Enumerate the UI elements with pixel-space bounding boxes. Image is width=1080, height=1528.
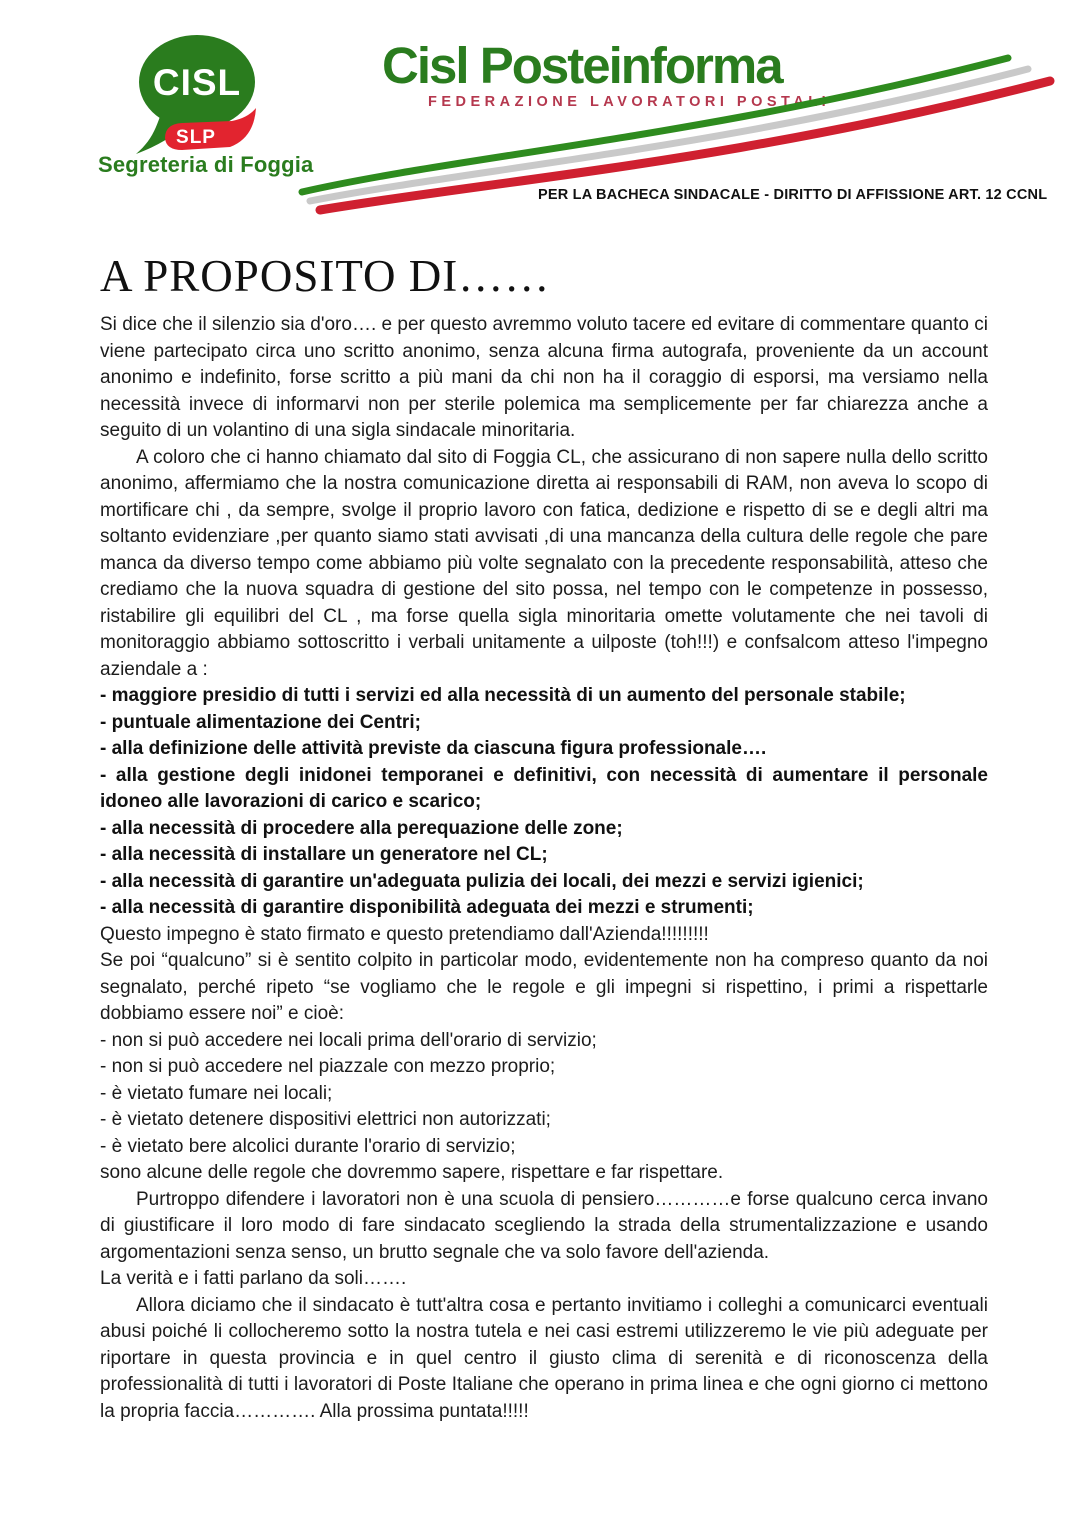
svg-text:CISL: CISL <box>152 62 242 103</box>
rule-item: - è vietato fumare nei locali; <box>100 1082 333 1104</box>
brand-title: Cisl Posteinforma <box>382 37 782 94</box>
letterhead <box>0 0 1080 240</box>
paragraph-sono-alcune: sono alcune delle regole che dovremmo sapere, rispettare e far rispettare. <box>100 1162 724 1183</box>
paragraph-impegno-firmato: Questo impegno è stato firmato e questo pretendiamo dall'Azienda!!!!!!!!! <box>100 923 709 945</box>
svg-text:SLP: SLP <box>176 127 216 148</box>
commitment-item: - puntuale alimentazione dei Centri; <box>100 711 421 733</box>
commitment-item: - alla necessità di garantire disponibilità adeguata dei mezzi e strumenti; <box>100 897 754 918</box>
paragraph-allora: Allora diciamo che il sindacato è tutt'altra cosa e pertanto invitiamo i colleghi a comunicarci eventuali abusi poiché li collocheremo sotto la nostra tutela e nei casi estremi utilizzeremo le vie più adeguate per riportare in questa provincia e in quel centro il giusto clima di serenità e di riconoscenza della professionalità di tutti i lavoratori di Poste Italiane che operano in prima linea e che ogni giorno ci mettono la propria faccia…………. Alla prossima puntata!!!!! <box>100 1294 988 1422</box>
paragraph-a-coloro: A coloro che ci hanno chiamato dal sito di Foggia CL, che assicurano di non sapere nulla dello scritto anonimo, affermiamo che la nostra comunicazione diretta ai responsabili di RAM, non aveva lo scopo di mortificare chi , da sempre, svolge il proprio lavoro con fatica, dedizione e rispetto di se e degli altri ma soltanto evidenziare ,per quanto siamo stati avvisati ,di una mancanza della cultura delle regole che pare manca da diverso tempo come abbiamo più volte segnalato con la precedente responsabilità, atteso che crediamo che la nuova squadra di gestione del sito possa, nel tempo con le competenze in possesso, ristabilire gli equilibri del CL , ma forse quella sigla minoritaria omette volutamente che nei tavoli di monitoraggio abbiamo sottoscritto i verbali unitamente a uilposte (toh!!!) e confsalcom atteso l'impegno aziendale a : <box>100 446 988 680</box>
commitment-item: - alla gestione degli inidonei temporanei e definitivi, con necessità di aumentare il personale idoneo alle lavorazioni di carico e scarico; <box>100 764 988 812</box>
commitment-item: - alla necessità di garantire un'adeguata pulizia dei locali, dei mezzi e servizi igienici; <box>100 870 864 892</box>
commitment-item: - alla necessità di installare un generatore nel CL; <box>100 844 548 865</box>
commitment-item: - maggiore presidio di tutti i servizi ed alla necessità di un aumento del personale stabile; <box>100 685 906 706</box>
commitment-item: - alla definizione delle attività previste da ciascuna figura professionale…. <box>100 738 767 759</box>
commitment-item: - alla necessità di procedere alla perequazione delle zone; <box>100 817 623 839</box>
paragraph-intro: Si dice che il silenzio sia d'oro…. e per questo avremmo voluto tacere ed evitare di commentare quanto ci viene partecipato circa uno scritto anonimo, senza alcuna firma autografa, proveniente da un account anonimo e indefinito, forse scritto a più mani da chi non ha il coraggio di esporsi, ma versiamo nella necessità invece di informarvi non per sterile polemica ma semplicemente per far chiarezza anche a seguito di un volantino di una sigla sindacale minoritaria. <box>100 314 988 441</box>
rule-item: - è vietato bere alcolici durante l'orario di servizio; <box>100 1135 516 1157</box>
document-title: A PROPOSITO DI…… <box>100 251 551 301</box>
document-body <box>100 250 988 1425</box>
paragraph-se-poi: Se poi “qualcuno” si è sentito colpito in particolar modo, evidentemente non ha compreso quanto da noi segnalato, perché ripeto “se vogliamo che le regole e gli impegni si rispettino, i primi a rispettarle dobbiamo essere noi” e cioè: <box>100 950 988 1024</box>
rule-item: - non si può accedere nel piazzale con mezzo proprio; <box>100 1056 556 1077</box>
rule-item: - è vietato detenere dispositivi elettrici non autorizzati; <box>100 1109 551 1130</box>
secretariat-label: Segreteria di Foggia <box>98 152 314 177</box>
paragraph-purtroppo: Purtroppo difendere i lavoratori non è una scuola di pensiero…………e forse qualcuno cerca invano di giustificare il loro modo di fare sindacato scegliendo la strada della strumentalizzazione e usando argomentazioni senza senso, un brutto segnale che va solo favore dell'azienda. <box>100 1188 988 1263</box>
brand-subtitle: FEDERAZIONE LAVORATORI POSTALI <box>428 94 831 110</box>
rule-item: - non si può accedere nei locali prima dell'orario di servizio; <box>100 1029 597 1051</box>
paragraph-la-verita: La verità e i fatti parlano da soli……. <box>100 1268 407 1289</box>
affissione-notice: PER LA BACHECA SINDACALE - DIRITTO DI AFFISSIONE ART. 12 CCNL <box>538 187 1048 203</box>
